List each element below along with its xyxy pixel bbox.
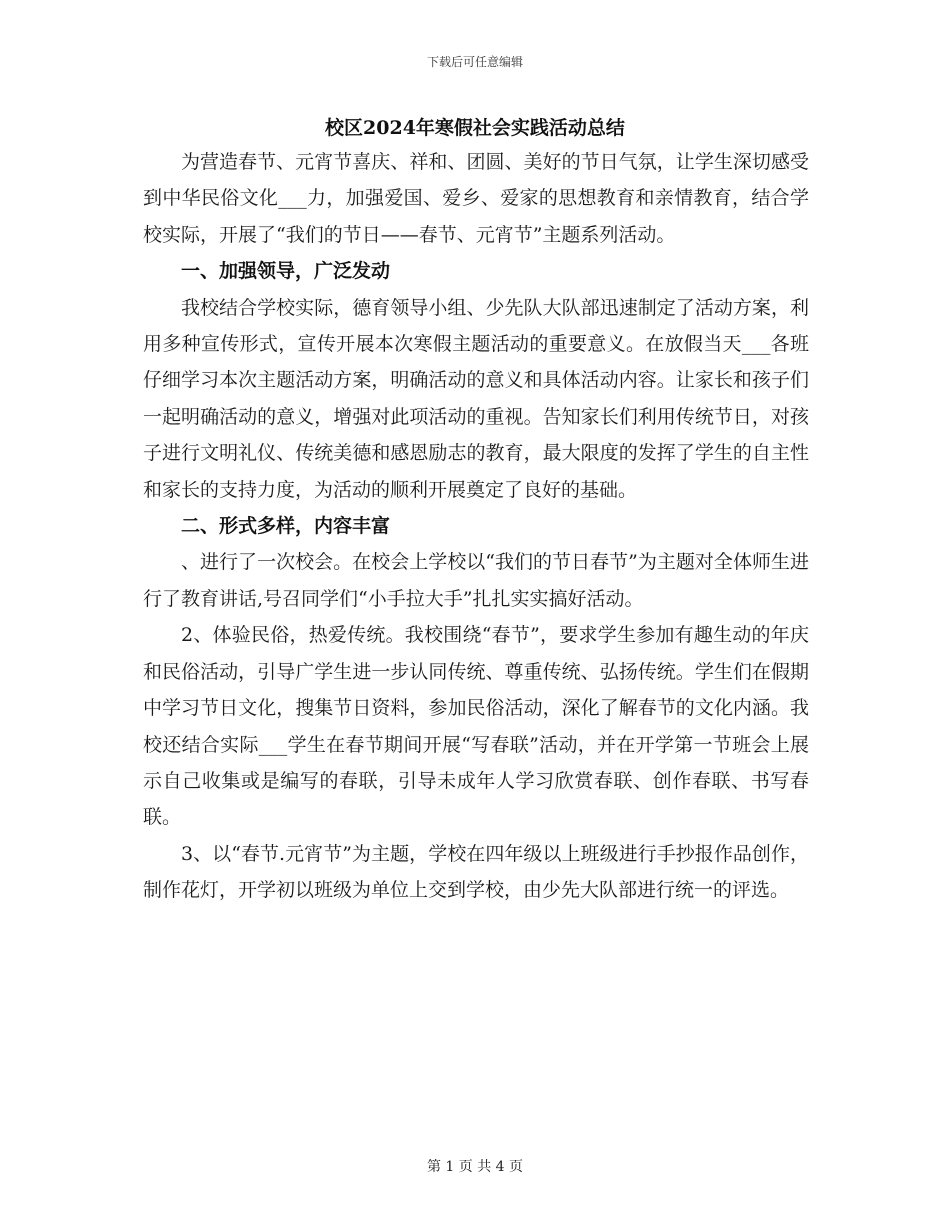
section-2-item-2: 2、体验民俗，热爱传统。我校围绕“春节”，要求学生参加有趣生动的年庆和民俗活动，引导广学生进一步认同传统、尊重传统、弘扬传统。学生们在假期中学习节日文化，搜集节日资料，参加民俗活动，深化了解春节的文化内涵。我校还结合实际___学生在春节期间开展“写春联”活动，并在开学第一节班会上展示自己收集或是编写的春联，引导未成年人学习欣赏春联、创作春联、书写春联。 [143, 624, 809, 829]
section-1-paragraph: 我校结合学校实际，德育领导小组、少先队大队部迅速制定了活动方案，利用多种宣传形式，宣传开展本次寒假主题活动的重要意义。在放假当天___各班仔细学习本次主题活动方案，明确活动的意义和具体活动内容。让家长和孩子们一起明确活动的意义，增强对此项活动的重视。告知家长们利用传统节日，对孩子进行文明礼仪、传统美德和感恩励志的教育，最大限度的发挥了学生的自主性和家长的支持力度，为活动的顺利开展奠定了良好的基础。 [143, 296, 809, 501]
document-title: 校区2024年寒假社会实践活动总结 [325, 117, 625, 139]
section-2-item-1: 、进行了一次校会。在校会上学校以“我们的节日春节”为主题对全体师生进行了教育讲话,号召同学们“小手拉大手”扎扎实实搞好活动。 [143, 551, 809, 610]
header-note: 下载后可任意编辑 [426, 55, 523, 69]
page-indicator: 第 1 页 共 4 页 [426, 1159, 524, 1175]
section-heading-2: 二、形式多样，内容丰富 [181, 515, 391, 538]
section-heading-1: 一、加强领导，广泛发动 [181, 260, 391, 283]
intro-paragraph: 为营造春节、元宵节喜庆、祥和、团圆、美好的节日气氛，让学生深切感受到中华民俗文化___力，加强爱国、爱乡、爱家的思想教育和亲情教育，结合学校实际，开展了“我们的节日——春节、元宵节”主题系列活动。 [143, 151, 809, 246]
section-2-item-3: 3、以“春节.元宵节”为主题，学校在四年级以上班级进行手抄报作品创作，制作花灯，开学初以班级为单位上交到学校，由少先大队部进行统一的评选。 [143, 842, 809, 902]
document-body [143, 144, 809, 909]
